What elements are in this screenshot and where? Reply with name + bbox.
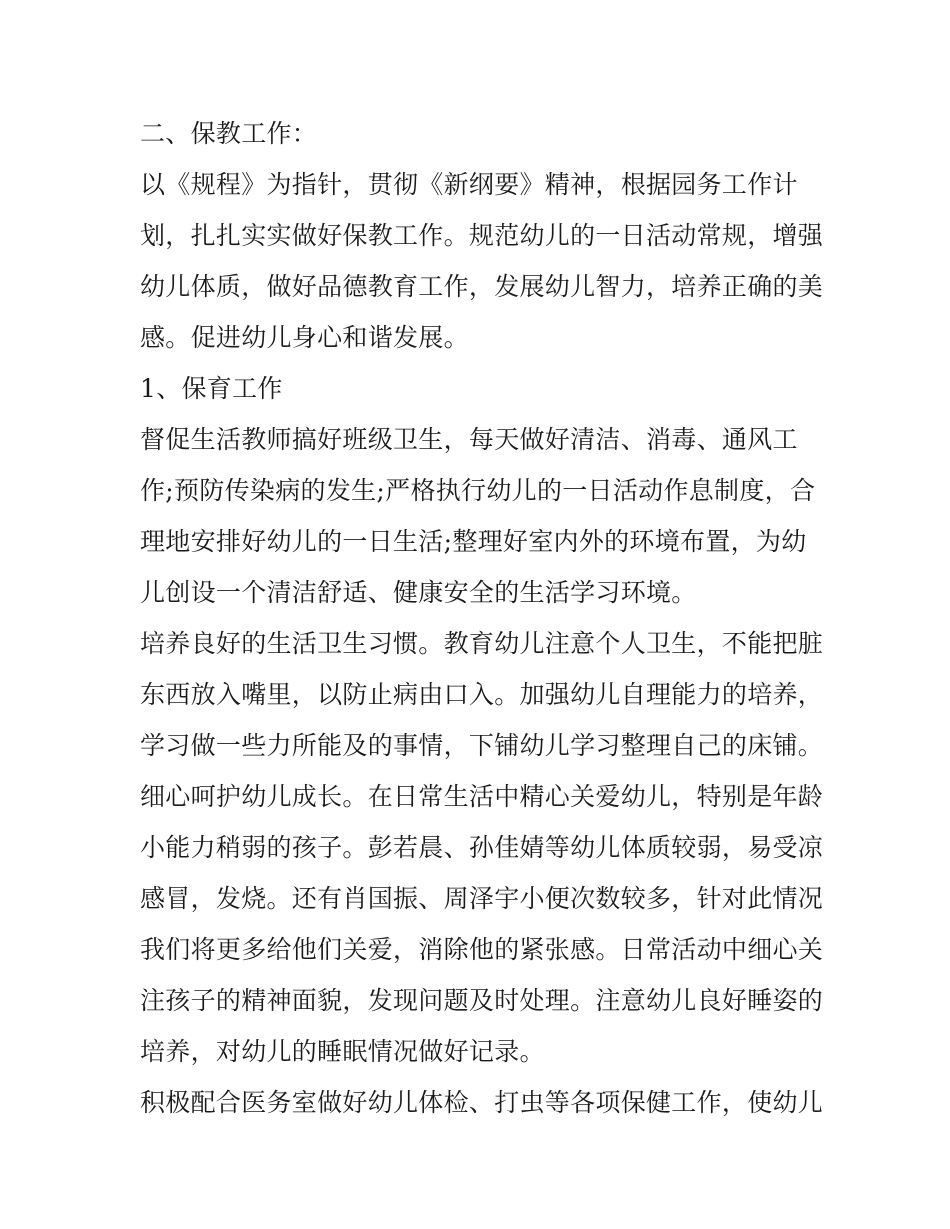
- paragraph-line: 以《规程》为指针，贯彻《新纲要》精神，根据园务工作计: [140, 170, 798, 199]
- paragraph-line: 理地安排好幼儿的一日生活;整理好室内外的环境布置，为幼: [140, 527, 807, 556]
- paragraph-line: 细心呵护幼儿成长。在日常生活中精心关爱幼儿，特别是年龄: [140, 782, 824, 811]
- paragraph-2: [140, 618, 824, 771]
- paragraph-line: 培养，对幼儿的睡眠情况做好记录。: [140, 1037, 545, 1066]
- paragraph-line: 督促生活教师搞好班级卫生，每天做好清洁、消毒、通风工: [140, 425, 798, 454]
- paragraph-4: [140, 1077, 824, 1128]
- paragraph-line: 注孩子的精神面貌，发现问题及时处理。注意幼儿良好睡姿的: [140, 986, 824, 1015]
- paragraph-line: 儿创设一个清洁舒适、健康安全的生活学习环境。: [140, 578, 697, 607]
- paragraph-line: 积极配合医务室做好幼儿体检、打虫等各项保健工作，使幼儿: [140, 1088, 824, 1117]
- document-body: [140, 108, 824, 1128]
- paragraph-line: 划，扎扎实实做好保教工作。规范幼儿的一日活动常规，增强: [140, 221, 824, 250]
- paragraph-line: 感。促进幼儿身心和谐发展。: [140, 323, 469, 352]
- paragraph-line: 小能力稍弱的孩子。彭若晨、孙佳婧等幼儿体质较弱，易受凉: [140, 833, 824, 862]
- intro-paragraph: [140, 159, 824, 363]
- section-heading: 二、保教工作：: [140, 119, 318, 148]
- paragraph-3: [140, 771, 824, 1077]
- paragraph-line: 感冒，发烧。还有肖国振、周泽宇小便次数较多，针对此情况: [140, 884, 824, 913]
- paragraph-line: 培养良好的生活卫生习惯。教育幼儿注意个人卫生，不能把脏: [140, 629, 824, 658]
- paragraph-line: 我们将更多给他们关爱，消除他的紧张感。日常活动中细心关: [140, 935, 824, 964]
- subheading: 1、保育工作: [140, 374, 283, 403]
- paragraph-line: 学习做一些力所能及的事情，下铺幼儿学习整理自己的床铺。: [140, 731, 824, 760]
- paragraph-line: 东西放入嘴里，以防止病由口入。加强幼儿自理能力的培养，: [140, 680, 824, 709]
- paragraph-line: 幼儿体质，做好品德教育工作，发展幼儿智力，培养正确的美: [140, 272, 824, 301]
- paragraph-1: [140, 414, 816, 618]
- paragraph-line: 作;预防传染病的发生;严格执行幼儿的一日活动作息制度，合: [140, 476, 816, 505]
